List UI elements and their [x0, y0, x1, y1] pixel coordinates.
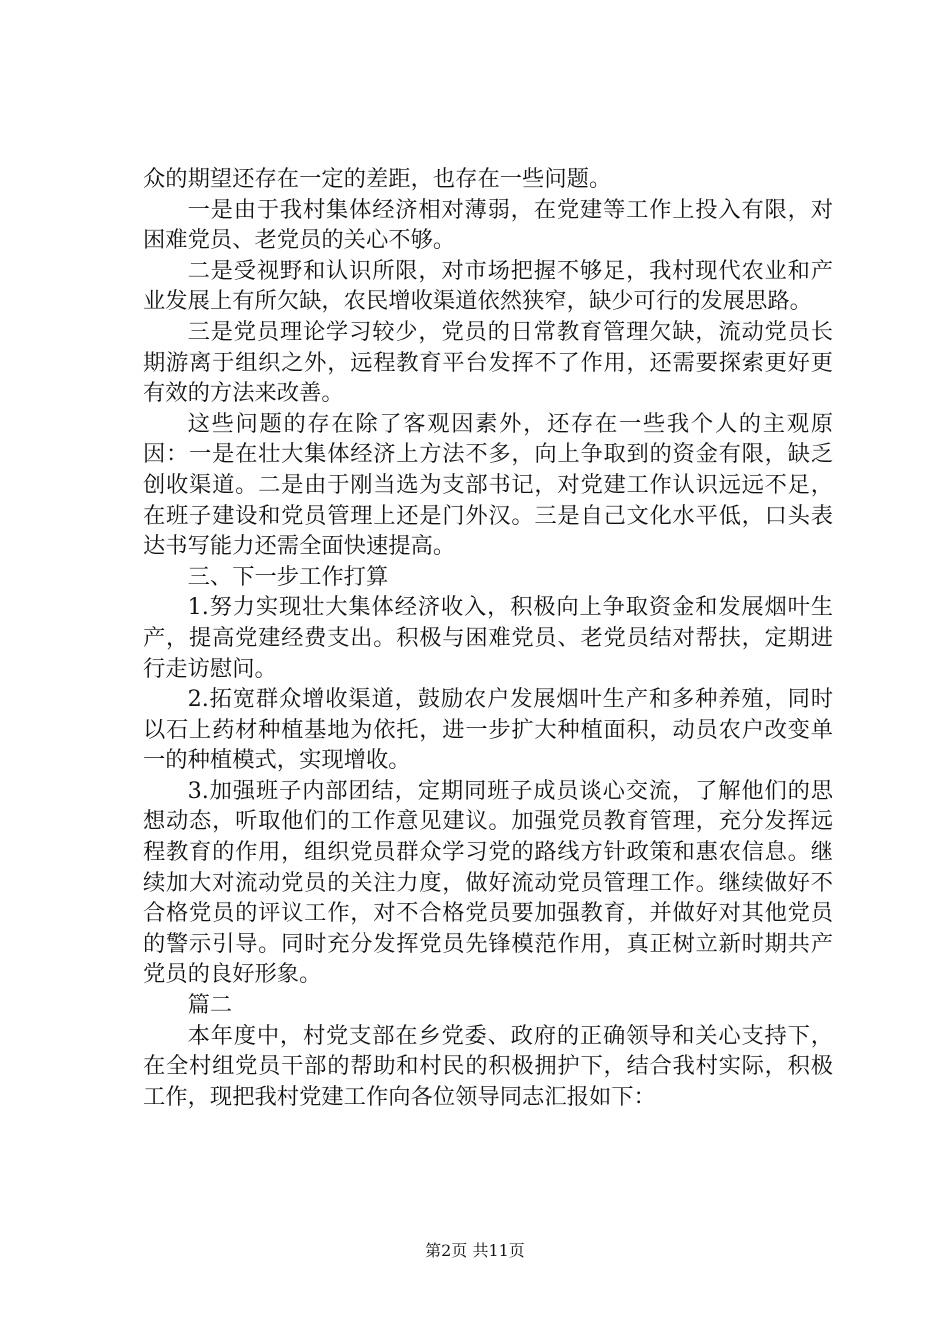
section-heading-part-two: 篇二 [187, 992, 233, 1019]
paragraph-plan-one: 1.努力实现壮大集体经济收入，积极向上争取资金和发展烟叶生产，提高党建经费支出。积极与困难党员、老党员结对帮扶，定期进行走访慰问。 [143, 594, 833, 682]
paragraph-plan-three: 3.加强班子内部团结，定期同班子成员谈心交流，了解他们的思想动态，听取他们的工作意见建议。加强党员教育管理，充分发挥远程教育的作用，组织党员群众学习党的路线方针政策和惠农信息。继续加大对流动党员的关注力度，做好流动党员管理工作。继续做好不合格党员的评议工作，对不合格党员要加强教育，并做好对其他党员的警示引导。同时充分发挥党员先锋模范作用，真正树立新时期共产党员的良好形象。 [143, 777, 833, 988]
document-body [143, 164, 833, 1112]
section-heading-next-steps: 三、下一步工作打算 [187, 563, 389, 590]
paragraph-plan-two: 2.拓宽群众增收渠道，鼓励农户发展烟叶生产和多种养殖，同时以石上药材种植基地为依托，进一步扩大种植面积，动员农户改变单一的种植模式，实现增收。 [143, 686, 833, 774]
page-number-footer: 第2页 共11页 [425, 1241, 525, 1260]
paragraph-part-two-intro: 本年度中，村党支部在乡党委、政府的正确领导和关心支持下，在全村组党员干部的帮助和村民的积极拥护下，结合我村实际，积极工作，现把我村党建工作向各位领导同志汇报如下： [143, 1022, 833, 1110]
paragraph-continuation: 众的期望还存在一定的差距，也存在一些问题。 [143, 166, 612, 192]
paragraph-problem-two: 二是受视野和认识所限，对市场把握不够足，我村现代农业和产业发展上有所欠缺，农民增收渠道依然狭窄，缺少可行的发展思路。 [143, 257, 833, 315]
paragraph-causes: 这些问题的存在除了客观因素外，还存在一些我个人的主观原因：一是在壮大集体经济上方法不多，向上争取到的资金有限，缺乏创收渠道。二是由于刚当选为支部书记，对党建工作认识远远不足，在班子建设和党员管理上还是门外汉。三是自己文化水平低，口头表达书写能力还需全面快速提高。 [143, 410, 833, 560]
paragraph-problem-three: 三是党员理论学习较少，党员的日常教育管理欠缺，流动党员长期游离于组织之外，远程教育平台发挥不了作用，还需要探索更好更有效的方法来改善。 [143, 318, 833, 407]
paragraph-problem-one: 一是由于我村集体经济相对薄弱，在党建等工作上投入有限，对困难党员、老党员的关心不够。 [143, 196, 833, 254]
